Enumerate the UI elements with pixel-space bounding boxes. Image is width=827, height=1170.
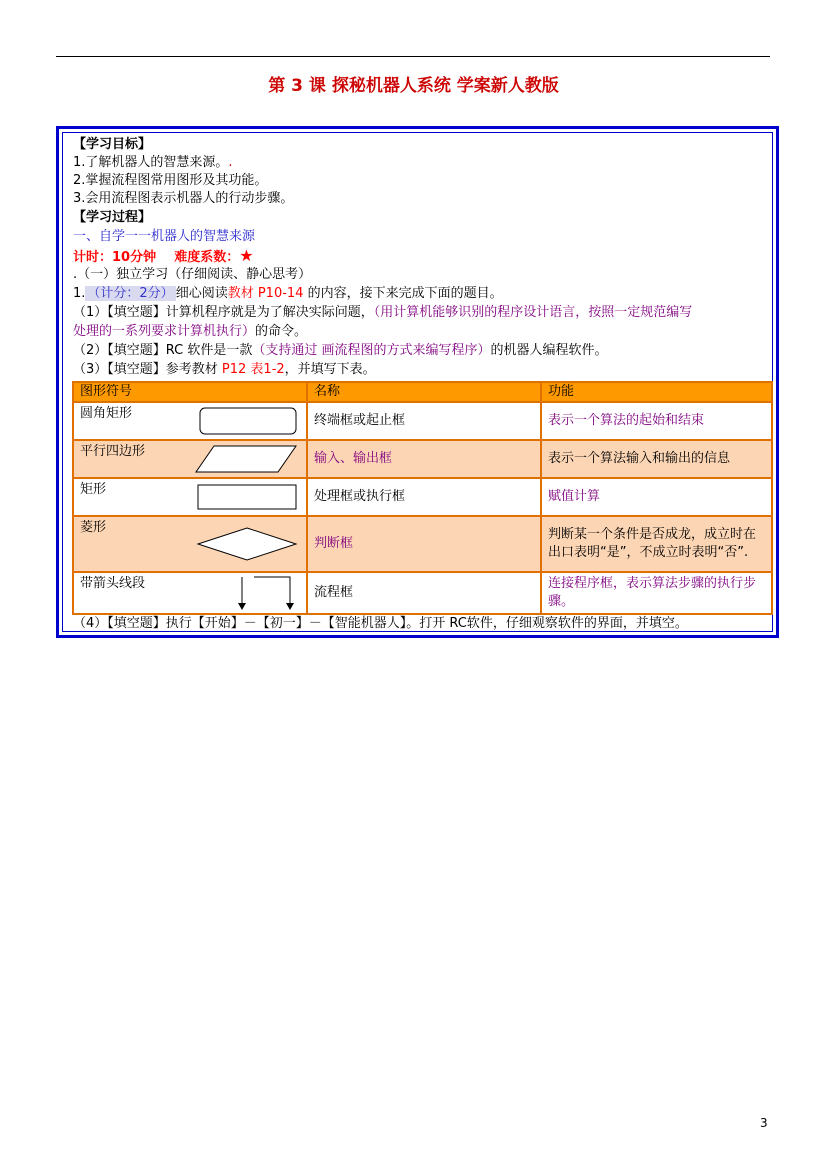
question-1-1-line1: （1）【填空题】计算机程序就是为了解决实际问题，（用计算机能够识别的程序设计语言，按照一定规范编写 (73, 305, 693, 320)
shape-name: 判断框 (307, 516, 541, 572)
score-badge: （计分：2分） (87, 286, 174, 301)
shape-label: 圆角矩形 (80, 406, 133, 421)
question-1: 1. （计分：2分） 细心阅读教材 P10-14 的内容，接下来完成下面的题目。 (73, 286, 503, 301)
table-row (73, 516, 772, 572)
shape-function: 表示一个算法的起始和结束 (541, 402, 772, 440)
book-ref: 教材 P10-14 (227, 286, 304, 301)
goal-3: 3.会用流程图表示机器人的行动步骤。 (73, 191, 294, 206)
flowchart-symbol-table (72, 381, 773, 615)
shape-name: 输入、输出框 (307, 440, 541, 478)
header-name: 名称 (307, 382, 541, 402)
goal-1: 1.了解机器人的智慧来源。. (73, 155, 233, 170)
table-row (73, 572, 772, 614)
diamond-icon (196, 517, 298, 571)
page-title: 第 3 课 探秘机器人系统 学案新人教版 (268, 76, 559, 96)
goal-2: 2.掌握流程图常用图形及其功能。 (73, 173, 268, 188)
process-header: 【学习过程】 (73, 210, 152, 225)
page-number: 3 (760, 1116, 768, 1130)
question-1-1-line2: 处理的一系列要求计算机执行）的命令。 (73, 324, 308, 339)
worksheet-box (56, 126, 779, 638)
worksheet-inner (62, 132, 773, 632)
shape-label: 带箭头线段 (80, 576, 146, 591)
table-row (73, 402, 772, 440)
table-header-row (73, 382, 772, 402)
header-shape: 图形符号 (73, 382, 307, 402)
table-row (73, 440, 772, 478)
rounded-rect-icon (198, 403, 298, 439)
arrow-lines-icon (234, 573, 298, 613)
parallelogram-icon (194, 441, 298, 477)
goals-header: 【学习目标】 (73, 137, 152, 152)
question-1-2: （2）【填空题】RC 软件是一款（支持通过 画流程图的方式来编写程序）的机器人编程软件。 (73, 343, 608, 358)
question-1-3: （3）【填空题】参考教材 P12 表1-2，并填写下表。 (73, 362, 376, 377)
section-title: 一、自学一一机器人的智慧来源 (73, 229, 256, 244)
shape-function: 表示一个算法输入和输出的信息 (541, 440, 772, 478)
rectangle-icon (196, 479, 298, 515)
shape-label: 矩形 (80, 482, 107, 497)
shape-label: 平行四边形 (80, 444, 146, 459)
question-1-4: （4）【填空题】执行【开始】－【初一】－【智能机器人】。打开 RC软件，仔细观察软件的界面，并填空。 (73, 616, 688, 631)
shape-function: 判断某一个条件是否成龙，成立时在出口表明“是”，不成立时表明“否”. (541, 516, 772, 572)
shape-name: 处理框或执行框 (307, 478, 541, 516)
shape-function: 赋值计算 (541, 478, 772, 516)
star-icon: ★ (239, 246, 254, 265)
header-rule (56, 56, 770, 57)
shape-name: 流程框 (307, 572, 541, 614)
header-function: 功能 (541, 382, 772, 402)
subsection-title: .（一）独立学习（仔细阅读、静心思考） (73, 267, 312, 282)
shape-label: 菱形 (80, 520, 107, 535)
shape-name: 终端框或起止框 (307, 402, 541, 440)
shape-function: 连接程序框，表示算法步骤的执行步骤。 (541, 572, 772, 614)
table-row (73, 478, 772, 516)
timing-line: 计时：10分钟 难度系数：★ (73, 246, 254, 265)
